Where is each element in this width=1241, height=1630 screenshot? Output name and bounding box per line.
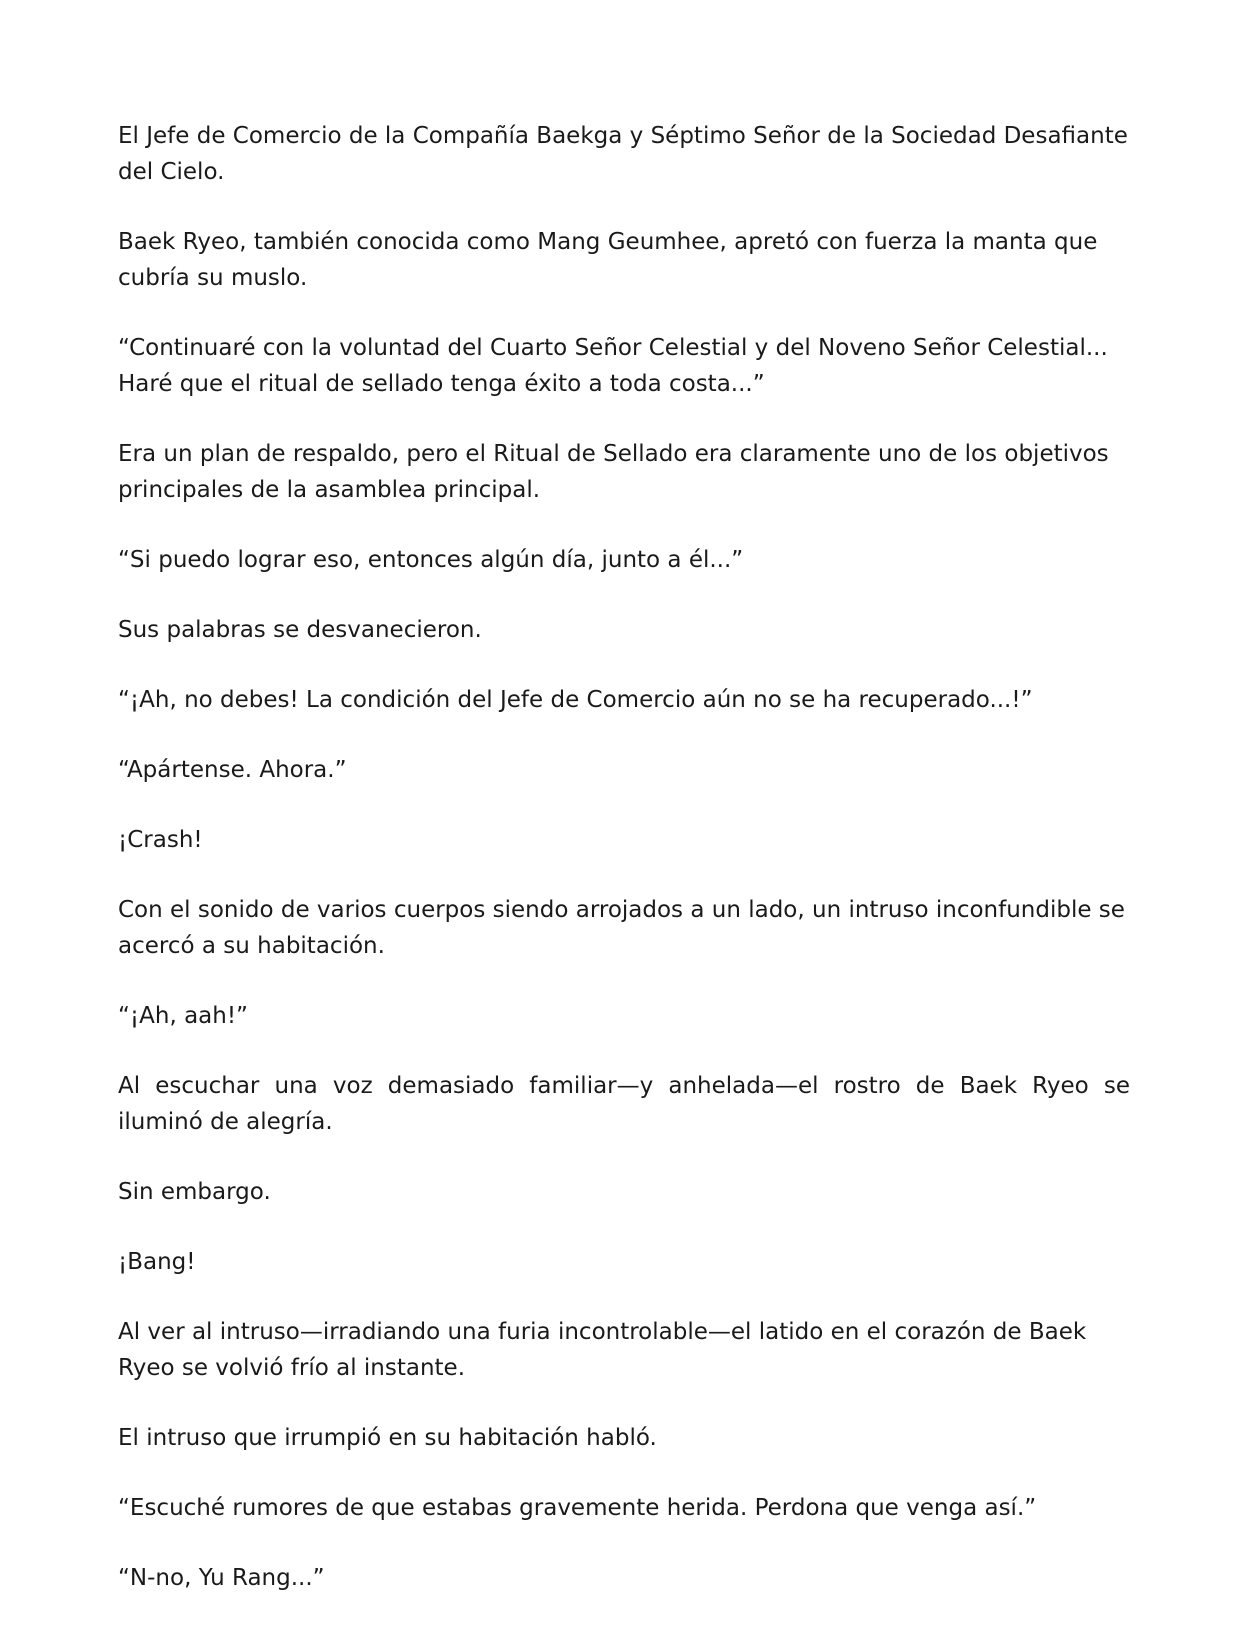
paragraph: ¡Crash!: [118, 827, 203, 853]
paragraph: “Si puedo lograr eso, entonces algún día, junto a él...”: [118, 547, 744, 573]
paragraph: Era un plan de respaldo, pero el Ritual de Sellado era claramente uno de los objetivos principales de la asamblea principal.: [118, 441, 1109, 503]
paragraph: “N-no, Yu Rang...”: [118, 1565, 325, 1591]
paragraph: “Apártense. Ahora.”: [118, 757, 347, 783]
paragraph: Con el sonido de varios cuerpos siendo arrojados a un lado, un intruso inconfundible se acercó a su habitación.: [118, 897, 1125, 959]
paragraph: “Continuaré con la voluntad del Cuarto Señor Celestial y del Noveno Señor Celestial... Haré que el ritual de sellado tenga éxito a toda costa...”: [118, 335, 1108, 397]
paragraph: Sin embargo.: [118, 1179, 271, 1205]
paragraph: Al ver al intruso—irradiando una furia incontrolable—el latido en el corazón de Baek Ryeo se volvió frío al instante.: [118, 1319, 1087, 1381]
body-text: [118, 118, 1130, 1630]
paragraph: El intruso que irrumpió en su habitación habló.: [118, 1425, 657, 1451]
paragraph: “¡Ah, aah!”: [118, 1003, 248, 1029]
paragraph: El Jefe de Comercio de la Compañía Baekga y Séptimo Señor de la Sociedad Desafiante del Cielo.: [118, 123, 1128, 185]
paragraph: Al escuchar una voz demasiado familiar—y anhelada—el rostro de Baek Ryeo se iluminó de alegría.: [118, 1073, 1130, 1135]
paragraph: Baek Ryeo, también conocida como Mang Geumhee, apretó con fuerza la manta que cubría su muslo.: [118, 229, 1098, 291]
paragraph: Sus palabras se desvanecieron.: [118, 617, 482, 643]
paragraph: “¡Ah, no debes! La condición del Jefe de Comercio aún no se ha recuperado...!”: [118, 687, 1033, 713]
paragraph: “Escuché rumores de que estabas gravemente herida. Perdona que venga así.”: [118, 1495, 1037, 1521]
paragraph: ¡Bang!: [118, 1249, 196, 1275]
